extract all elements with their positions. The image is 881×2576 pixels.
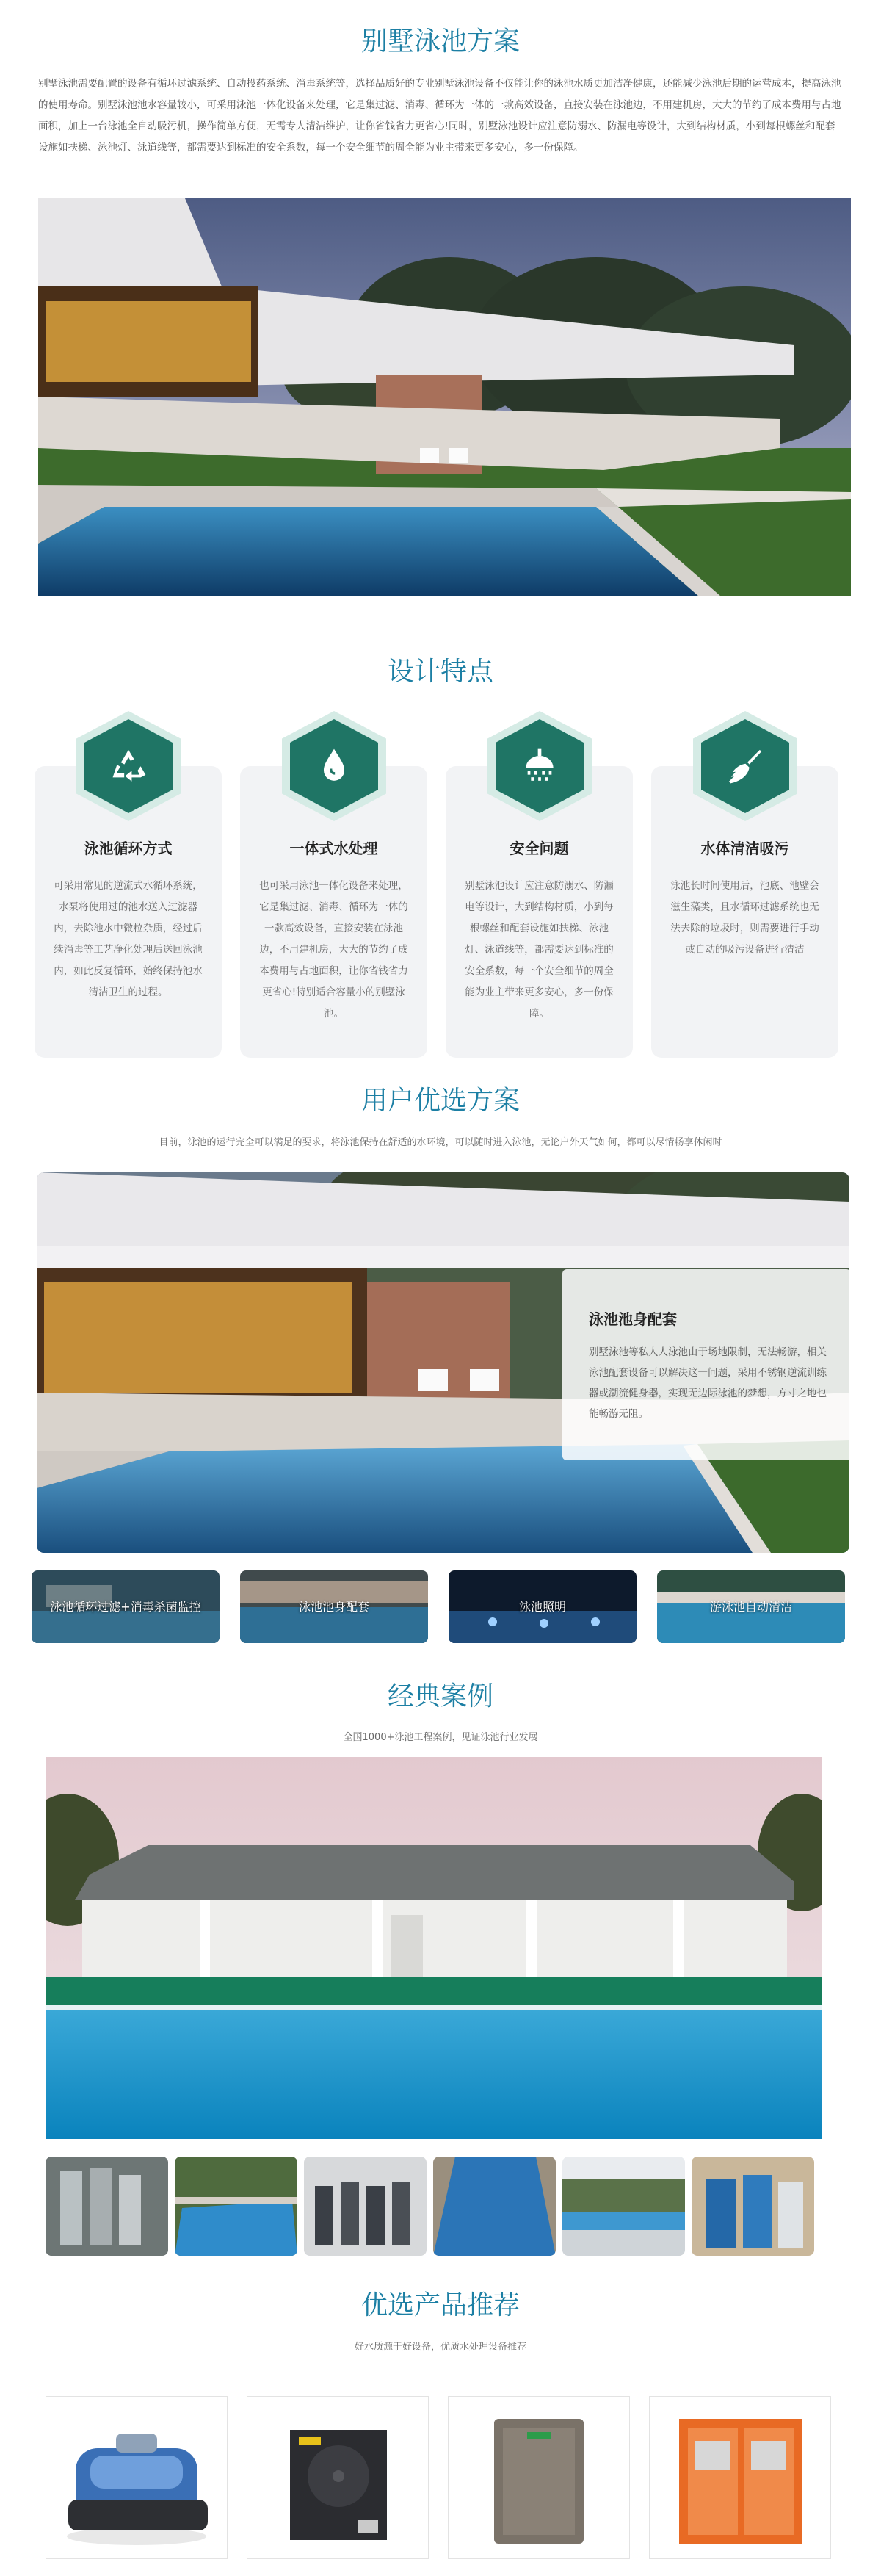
case-thumb-6[interactable]	[692, 2157, 814, 2256]
product-pool-unit[interactable]	[649, 2396, 831, 2559]
solution-tab-lighting[interactable]	[449, 1570, 637, 1643]
users-title: 用户优选方案	[360, 1086, 520, 1116]
villa-pool-image	[38, 198, 851, 596]
solution-tab-accessories[interactable]	[240, 1570, 428, 1643]
products-subtitle: 好水质源于好设备，优质水处理设备推荐	[354, 2342, 526, 2353]
intro-title: 别墅泳池方案	[360, 26, 520, 57]
case-thumb-1[interactable]	[46, 2157, 168, 2256]
feature-card-text: 也可采用泳池一体化设备来处理，它是集过滤、消毒、循环为一体的一款高效设备，直接安装在泳池边，不用建机房，大大的节约了成本费用与占地面积，让你省钱省力更省心!特别适合容量小的别墅泳池。	[259, 880, 408, 1020]
case-thumb-5[interactable]	[562, 2157, 685, 2256]
case-thumb-3[interactable]	[304, 2157, 427, 2256]
users-subtitle: 目前，泳池的运行完全可以满足的要求，将泳池保持在舒适的水环境，可以随时进入泳池，无论户外天气如何，都可以尽情畅享休闲时	[159, 1137, 722, 1148]
feature-card-text: 泳池长时间使用后，池底、池壁会滋生藻类，且水循环过滤系统也无法去除的垃圾时，则需要进行手动或自动的吸污设备进行清洁	[670, 880, 819, 956]
product-dehumidifier[interactable]	[448, 2396, 630, 2559]
solution-tab-label: 泳池池身配套	[298, 1599, 369, 1614]
solution-tab-filtration[interactable]	[32, 1570, 220, 1643]
overlay-text: 别墅泳池等私人人泳池由于场地限制，无法畅游，相关泳池配套设备可以解决这一问题，采用不锈钢逆流训练器或潮流健身器，实现无边际泳池的梦想，方寸之地也能畅游无阻。	[589, 1346, 827, 1420]
solution-tab-label: 泳池循环过滤+消毒杀菌监控	[50, 1599, 201, 1614]
case-main-image	[46, 1757, 822, 2139]
cases-subtitle: 全国1000+泳池工程案例，见证泳池行业发展	[343, 1732, 538, 1743]
products-title: 优选产品推荐	[360, 2290, 520, 2320]
case-thumb-2[interactable]	[175, 2157, 297, 2256]
product-heat-pump[interactable]	[247, 2396, 429, 2559]
intro-text: 别墅泳池需要配置的设备有循环过滤系统、自动投药系统、消毒系统等，选择品质好的专业别墅泳池设备不仅能让你的泳池水质更加洁净健康，还能减少泳池后期的运营成本，提高泳池的使用寿命。别墅泳池池水容量较小，可采用泳池一体化设备来处理，它是集过滤、消毒、循环为一体的一款高效设备，直接安装在泳池边，不用建机房，大大的节约了成本费用与占地面积，加上一台泳池全自动吸污机，操作简单方便，无需专人清洁维护，让你省钱省力更省心!同时，别墅泳池设计应注意防溺水、防漏电等设计，大到结构材质，小到每根螺丝和配套设施如扶梯、泳池灯、泳道线等，都需要达到标准的安全系数，每一个安全细节的周全能为业主带来更多安心，多一份保障。	[38, 78, 841, 154]
pool-accessories-panel	[562, 1269, 851, 1460]
feature-card-title: 泳池循环方式	[84, 840, 173, 857]
cases-title: 经典案例	[387, 1681, 493, 1711]
overlay-title: 泳池池身配套	[589, 1310, 677, 1328]
feature-card-title: 一体式水处理	[289, 840, 378, 857]
solution-tab-label: 泳池照明	[518, 1599, 566, 1614]
feature-card-title: 安全问题	[510, 840, 569, 857]
feature-card-title: 水体清洁吸污	[700, 840, 789, 857]
solution-tab-cleaning[interactable]	[657, 1570, 845, 1643]
feature-card-text: 别墅泳池设计应注意防溺水、防漏电等设计，大到结构材质，小到每根螺丝和配套设施如扶梯、泳池灯、泳道线等，都需要达到标准的安全系数，每一个安全细节的周全能为业主带来更多安心，多一份保障。	[465, 880, 614, 1020]
case-thumb-4[interactable]	[433, 2157, 556, 2256]
features-title: 设计特点	[387, 657, 493, 687]
product-pool-robot[interactable]	[46, 2396, 228, 2559]
feature-card-text: 可采用常见的逆流式水循环系统，水泵将使用过的池水送入过滤器内，去除池水中微粒杂质，经过后续消毒等工艺净化处理后送回泳池内，如此反复循环，始终保持池水清洁卫生的过程。	[54, 880, 203, 998]
solution-tab-label: 游泳池自动清洁	[709, 1599, 792, 1614]
